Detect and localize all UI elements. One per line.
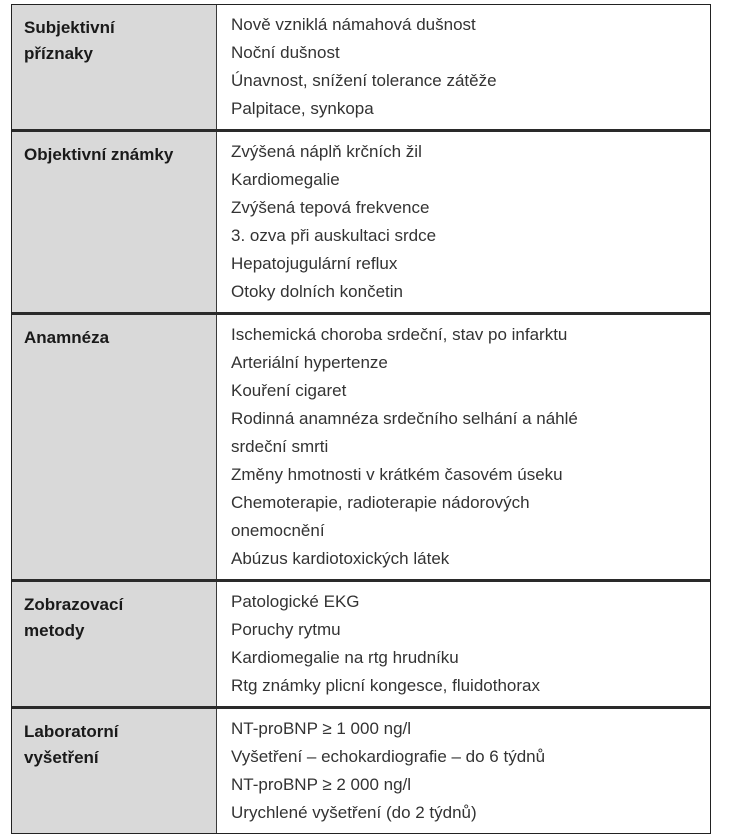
list-item: Kardiomegalie [231, 170, 340, 189]
section-label: Zobrazovací metody [12, 582, 216, 706]
list-item: 3. ozva při auskultaci srdce [231, 226, 437, 245]
list-item: NT-proBNP ≥ 1 000 ng/l [231, 719, 412, 738]
list-item: Kouření cigaret [231, 381, 347, 400]
table-section-anamnesis [12, 312, 710, 579]
list-item: Patologické EKG [231, 592, 360, 611]
section-label: Objektivní známky [12, 132, 216, 312]
list-item: Změny hmotnosti v krátkém časovém úseku [231, 465, 563, 484]
section-items [216, 582, 710, 706]
list-item: Abúzus kardiotoxických látek [231, 549, 450, 568]
list-item: Poruchy rytmu [231, 620, 341, 639]
list-item: Arteriální hypertenze [231, 353, 388, 372]
section-items [216, 132, 710, 312]
list-item: Urychlené vyšetření (do 2 týdnů) [231, 803, 477, 822]
list-item: Chemoterapie, radioterapie nádorových [231, 493, 530, 512]
list-item: Kardiomegalie na rtg hrudníku [231, 648, 459, 667]
list-item: Palpitace, synkopa [231, 99, 374, 118]
list-item: Otoky dolních končetin [231, 282, 403, 301]
table-section-subjective-symptoms [12, 5, 710, 129]
table-section-laboratory-tests [12, 706, 710, 833]
section-label: Anamnéza [12, 315, 216, 579]
section-items [216, 709, 710, 833]
list-item: onemocnění [231, 521, 325, 540]
list-item: Vyšetření – echokardiografie – do 6 týdnů [231, 747, 546, 766]
list-item: srdeční smrti [231, 437, 329, 456]
list-item: Zvýšená tepová frekvence [231, 198, 430, 217]
section-items [216, 315, 710, 579]
list-item: Rtg známky plicní kongesce, fluidothorax [231, 676, 540, 695]
list-item: Únavnost, snížení tolerance zátěže [231, 71, 497, 90]
list-item: Rodinná anamnéza srdečního selhání a náhlé [231, 409, 578, 428]
table-section-objective-signs [12, 129, 710, 312]
table-section-imaging-methods [12, 579, 710, 706]
section-items [216, 5, 710, 129]
section-label: Laboratorní vyšetření [12, 709, 216, 833]
section-label: Subjektivní příznaky [12, 5, 216, 129]
list-item: Hepatojugulární reflux [231, 254, 398, 273]
list-item: Noční dušnost [231, 43, 340, 62]
criteria-table [11, 4, 711, 834]
list-item: Zvýšená náplň krčních žil [231, 142, 422, 161]
list-item: Nově vzniklá námahová dušnost [231, 15, 476, 34]
list-item: NT-proBNP ≥ 2 000 ng/l [231, 775, 412, 794]
list-item: Ischemická choroba srdeční, stav po infarktu [231, 325, 568, 344]
